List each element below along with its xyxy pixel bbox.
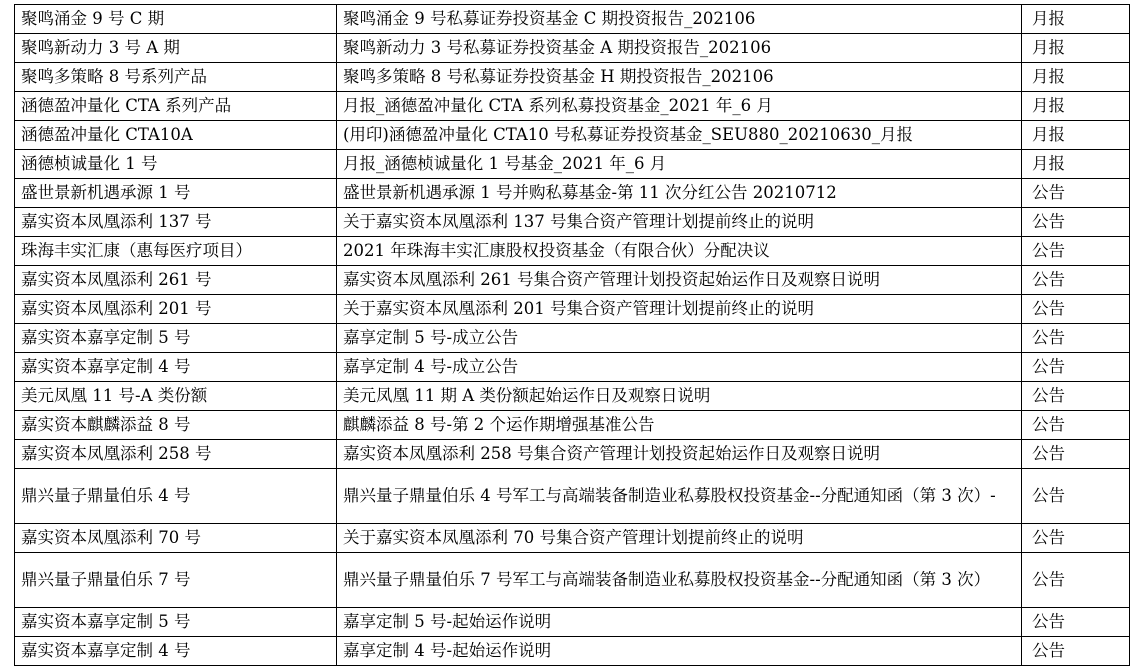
report-title-cell: 盛世景新机遇承源 1 号并购私募基金-第 11 次分红公告 20210712: [337, 179, 1022, 208]
table-row: [15, 440, 1130, 469]
report-title-cell: 月报_涵德盈冲量化 CTA 系列私募投资基金_2021 年_6 月: [337, 92, 1022, 121]
report-title-cell: 鼎兴量子鼎量伯乐 7 号军工与高端装备制造业私募股权投资基金--分配通知函（第 3 次）: [337, 553, 1022, 608]
table-row: [15, 608, 1130, 637]
report-type-cell: 月报: [1022, 63, 1130, 92]
report-type-cell: 公告: [1022, 179, 1130, 208]
report-type-cell: 公告: [1022, 411, 1130, 440]
report-title-cell: (用印)涵德盈冲量化 CTA10 号私募证券投资基金_SEU880_20210630_月报: [337, 121, 1022, 150]
table-row: [15, 382, 1130, 411]
report-title-cell: 月报_涵德桢诚量化 1 号基金_2021 年_6 月: [337, 150, 1022, 179]
product-name-cell: 嘉实资本嘉享定制 5 号: [15, 324, 337, 353]
report-type-cell: 公告: [1022, 208, 1130, 237]
product-name-cell: 涵德盈冲量化 CTA 系列产品: [15, 92, 337, 121]
product-name-cell: 嘉实资本嘉享定制 5 号: [15, 608, 337, 637]
report-title-cell: 聚鸣多策略 8 号私募证券投资基金 H 期投资报告_202106: [337, 63, 1022, 92]
report-type-cell: 月报: [1022, 121, 1130, 150]
table-row: [15, 5, 1130, 34]
table-row: [15, 34, 1130, 63]
product-name-cell: 聚鸣新动力 3 号 A 期: [15, 34, 337, 63]
report-type-cell: 公告: [1022, 440, 1130, 469]
report-type-cell: 公告: [1022, 382, 1130, 411]
product-name-cell: 聚鸣涌金 9 号 C 期: [15, 5, 337, 34]
table-row: [15, 237, 1130, 266]
table-row: [15, 150, 1130, 179]
product-name-cell: 涵德桢诚量化 1 号: [15, 150, 337, 179]
table-row: [15, 637, 1130, 666]
product-name-cell: 盛世景新机遇承源 1 号: [15, 179, 337, 208]
report-title-cell: 嘉享定制 4 号-成立公告: [337, 353, 1022, 382]
report-title-cell: 关于嘉实资本凤凰添利 137 号集合资产管理计划提前终止的说明: [337, 208, 1022, 237]
report-type-cell: 公告: [1022, 237, 1130, 266]
report-title-cell: 聚鸣新动力 3 号私募证券投资基金 A 期投资报告_202106: [337, 34, 1022, 63]
report-type-cell: 公告: [1022, 637, 1130, 666]
report-title-cell: 嘉实资本凤凰添利 258 号集合资产管理计划投资起始运作日及观察日说明: [337, 440, 1022, 469]
product-name-cell: 嘉实资本凤凰添利 261 号: [15, 266, 337, 295]
product-name-cell: 涵德盈冲量化 CTA10A: [15, 121, 337, 150]
product-name-cell: 鼎兴量子鼎量伯乐 7 号: [15, 553, 337, 608]
report-type-cell: 公告: [1022, 353, 1130, 382]
report-title-cell: 嘉实资本凤凰添利 261 号集合资产管理计划投资起始运作日及观察日说明: [337, 266, 1022, 295]
product-name-cell: 嘉实资本凤凰添利 201 号: [15, 295, 337, 324]
report-title-cell: 嘉享定制 5 号-成立公告: [337, 324, 1022, 353]
table-row: [15, 324, 1130, 353]
table-row: [15, 411, 1130, 440]
report-table: [14, 4, 1130, 666]
table-row: [15, 63, 1130, 92]
report-title-cell: 嘉享定制 5 号-起始运作说明: [337, 608, 1022, 637]
report-type-cell: 月报: [1022, 34, 1130, 63]
product-name-cell: 嘉实资本凤凰添利 70 号: [15, 524, 337, 553]
table-row: [15, 92, 1130, 121]
report-title-cell: 关于嘉实资本凤凰添利 201 号集合资产管理计划提前终止的说明: [337, 295, 1022, 324]
product-name-cell: 鼎兴量子鼎量伯乐 4 号: [15, 469, 337, 524]
report-type-cell: 公告: [1022, 608, 1130, 637]
table-row: [15, 469, 1130, 524]
table-row: [15, 208, 1130, 237]
report-type-cell: 公告: [1022, 553, 1130, 608]
report-title-cell: 2021 年珠海丰实汇康股权投资基金（有限合伙）分配决议: [337, 237, 1022, 266]
report-type-cell: 公告: [1022, 324, 1130, 353]
table-row: [15, 295, 1130, 324]
table-row: [15, 553, 1130, 608]
report-type-cell: 月报: [1022, 5, 1130, 34]
report-type-cell: 公告: [1022, 469, 1130, 524]
product-name-cell: 嘉实资本嘉享定制 4 号: [15, 353, 337, 382]
report-table-body: [15, 5, 1130, 666]
report-title-cell: 麒麟添益 8 号-第 2 个运作期增强基准公告: [337, 411, 1022, 440]
table-row: [15, 524, 1130, 553]
table-row: [15, 266, 1130, 295]
product-name-cell: 聚鸣多策略 8 号系列产品: [15, 63, 337, 92]
product-name-cell: 嘉实资本嘉享定制 4 号: [15, 637, 337, 666]
report-type-cell: 公告: [1022, 295, 1130, 324]
report-type-cell: 月报: [1022, 150, 1130, 179]
product-name-cell: 嘉实资本凤凰添利 137 号: [15, 208, 337, 237]
report-title-cell: 美元凤凰 11 期 A 类份额起始运作日及观察日说明: [337, 382, 1022, 411]
report-type-cell: 月报: [1022, 92, 1130, 121]
product-name-cell: 珠海丰实汇康（惠每医疗项目）: [15, 237, 337, 266]
report-title-cell: 关于嘉实资本凤凰添利 70 号集合资产管理计划提前终止的说明: [337, 524, 1022, 553]
product-name-cell: 嘉实资本麒麟添益 8 号: [15, 411, 337, 440]
table-row: [15, 179, 1130, 208]
product-name-cell: 嘉实资本凤凰添利 258 号: [15, 440, 337, 469]
report-title-cell: 聚鸣涌金 9 号私募证券投资基金 C 期投资报告_202106: [337, 5, 1022, 34]
report-title-cell: 嘉享定制 4 号-起始运作说明: [337, 637, 1022, 666]
table-row: [15, 121, 1130, 150]
table-row: [15, 353, 1130, 382]
report-type-cell: 公告: [1022, 524, 1130, 553]
report-title-cell: 鼎兴量子鼎量伯乐 4 号军工与高端装备制造业私募股权投资基金--分配通知函（第 3 次）-: [337, 469, 1022, 524]
product-name-cell: 美元凤凰 11 号-A 类份额: [15, 382, 337, 411]
report-type-cell: 公告: [1022, 266, 1130, 295]
